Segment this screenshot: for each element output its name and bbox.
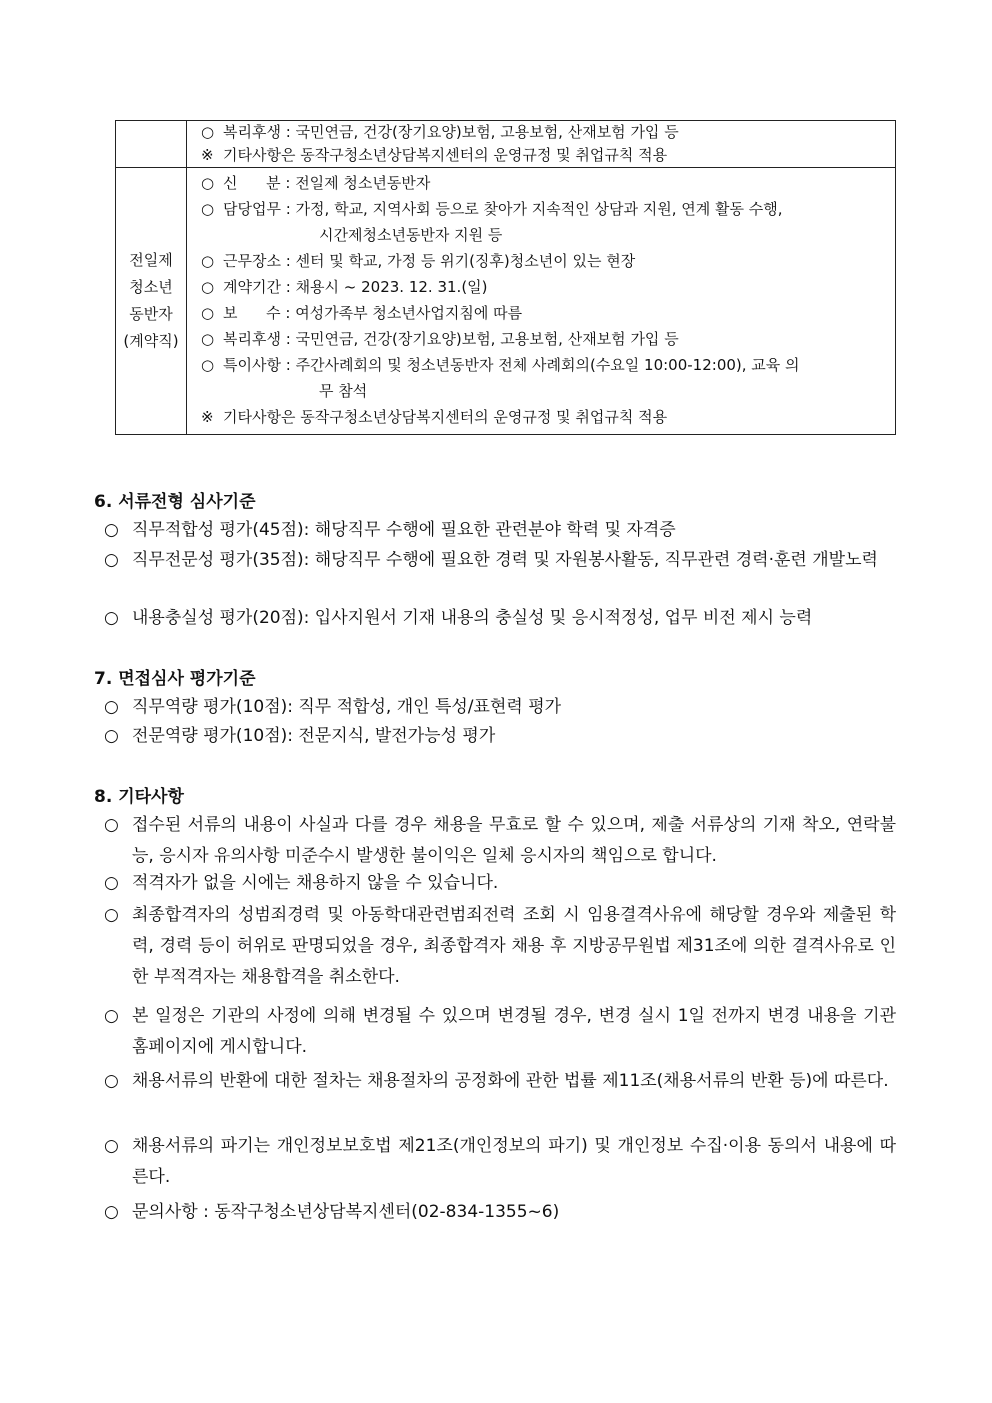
- list-item: ○ 내용충실성 평가(20점): 입사지원서 기재 내용의 충실성 및 응시적정성, 업무 비전 제시 능력: [104, 608, 813, 628]
- job-info-table: [115, 120, 896, 435]
- list-item: ○ 직무전문성 평가(35점): 해당직무 수행에 필요한 경력 및 자원봉사활동, 직무관련 경력·훈련 개발노력: [104, 550, 878, 570]
- list-item: ○ 접수된 서류의 내용이 사실과 다를 경우 채용을 무효로 할 수 있으며, 제출 서류상의 기재 착오, 연락불능, 응시자 유의사항 미준수시 발생한 불이익은 일체 응시자의 책임으로 합니다.: [104, 815, 896, 866]
- list-item: ○ 본 일정은 기관의 사정에 의해 변경될 수 있으며 변경될 경우, 변경 실시 1일 전까지 변경 내용을 기관 홈페이지에 게시합니다.: [104, 1006, 896, 1057]
- section-title: 8. 기타사항: [94, 787, 184, 807]
- row-label-empty: [116, 121, 187, 168]
- position-label: 전일제 청소년 동반자 (계약직): [116, 168, 187, 435]
- table-row: [116, 121, 896, 168]
- special-line: ○ 특이사항 : 주간사례회의 및 청소년동반자 전체 사례회의(수요일 10:00-12:00), 교육 의: [201, 356, 800, 374]
- special-line-cont: 무 참석: [319, 382, 368, 400]
- list-item: ○ 채용서류의 파기는 개인정보보호법 제21조(개인정보의 파기) 및 개인정보 수집·이용 동의서 내용에 따른다.: [104, 1136, 896, 1187]
- workplace-line: ○ 근무장소 : 센터 및 학교, 가정 등 위기(징후)청소년이 있는 현장: [201, 252, 636, 270]
- list-item: ○ 적격자가 없을 시에는 채용하지 않을 수 있습니다.: [104, 873, 499, 893]
- duty-line-cont: 시간제청소년동반자 지원 등: [319, 226, 503, 244]
- note-line: ※ 기타사항은 동작구청소년상담복지센터의 운영규정 및 취업규칙 적용: [201, 146, 668, 164]
- row-body: [187, 168, 896, 435]
- contract-line: ○ 계약기간 : 채용시 ~ 2023. 12. 31.(일): [201, 278, 488, 296]
- salary-line: ○ 보 수 : 여성가족부 청소년사업지침에 따름: [201, 304, 523, 322]
- table-row: [116, 168, 896, 435]
- row-body: [187, 121, 896, 168]
- list-item: ○ 전문역량 평가(10점): 전문지식, 발전가능성 평가: [104, 726, 496, 746]
- status-line: ○ 신 분 : 전일제 청소년동반자: [201, 174, 431, 192]
- note-line: ※ 기타사항은 동작구청소년상담복지센터의 운영규정 및 취업규칙 적용: [201, 408, 668, 426]
- note-text: 기타사항은 동작구청소년상담복지센터의 운영규정 및 취업규칙 적용: [223, 146, 668, 164]
- list-item: ○ 채용서류의 반환에 대한 절차는 채용절차의 공정화에 관한 법률 제11조(채용서류의 반환 등)에 따른다.: [104, 1071, 889, 1091]
- line-key: 복리후생: [223, 123, 281, 141]
- section-title: 6. 서류전형 심사기준: [94, 492, 256, 512]
- list-item: ○ 문의사항 : 동작구청소년상담복지센터(02-834-1355~6): [104, 1202, 560, 1222]
- list-item: ○ 최종합격자의 성범죄경력 및 아동학대관련범죄전력 조회 시 임용결격사유에 해당할 경우와 제출된 학력, 경력 등이 허위로 판명되었을 경우, 최종합격자 채용 후 지방공무원법 제31조에 의한 결격사유로 인한 부적격자는 채용합격을 취소한다.: [104, 905, 896, 987]
- line-value: 국민연금, 건강(장기요양)보험, 고용보험, 산재보험 가입 등: [295, 123, 679, 141]
- benefit-line: ○ 복리후생 : 국민연금, 건강(장기요양)보험, 고용보험, 산재보험 가입 등: [201, 330, 679, 348]
- list-item: ○ 직무역량 평가(10점): 직무 적합성, 개인 특성/표현력 평가: [104, 697, 562, 717]
- duty-line: ○ 담당업무 : 가정, 학교, 지역사회 등으로 찾아가 지속적인 상담과 지원, 연계 활동 수행,: [201, 200, 783, 218]
- list-item: ○ 직무적합성 평가(45점): 해당직무 수행에 필요한 관련분야 학력 및 자격증: [104, 520, 676, 540]
- benefit-line: ○ 복리후생 : 국민연금, 건강(장기요양)보험, 고용보험, 산재보험 가입 등: [201, 123, 679, 141]
- section-title: 7. 면접심사 평가기준: [94, 669, 256, 689]
